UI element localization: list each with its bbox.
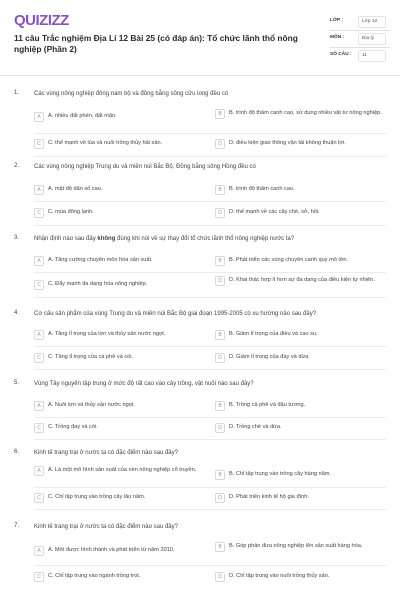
option-d[interactable]	[215, 277, 390, 286]
question-text: Vùng Tây nguyên tập trung ở mức độ rất cao vào cây trồng, vật nuôi nào sau đây?	[34, 381, 254, 387]
option-b[interactable]	[215, 402, 390, 411]
option-letter-box: D	[215, 139, 225, 149]
option-text: A. Mới được hình thành và phát triển từ năm 2010.	[48, 547, 175, 553]
option-text: C. thế mạnh về lúa và nuôi trồng thủy hải sản.	[48, 140, 163, 146]
option-d[interactable]	[215, 573, 390, 582]
option-b[interactable]	[215, 471, 390, 480]
option-letter-box: A	[34, 256, 44, 266]
question-number: 7.	[14, 523, 20, 529]
question-text: Các vùng nông nghiệp đông nam bộ và đồng bằng sông cửu long đều có	[34, 91, 229, 97]
divider	[34, 509, 386, 510]
option-a[interactable]	[34, 547, 209, 556]
option-letter-box: B	[215, 256, 225, 266]
option-letter-box: C	[34, 493, 44, 503]
option-letter-box: B	[215, 109, 225, 119]
option-text: A. nhiều đất phèn, đất mặn.	[48, 113, 117, 119]
option-letter-box: C	[34, 423, 44, 433]
option-text: D. Chỉ tập trung vào nuôi trồng thủy sản.	[229, 573, 330, 579]
option-text: A. Tăng cường chuyên môn hóa sản xuất.	[48, 257, 153, 263]
option-text: D. Trồng chè và dừa.	[229, 424, 282, 430]
option-letter-box: D	[215, 353, 225, 363]
option-letter-box: B	[215, 470, 225, 480]
divider	[34, 133, 386, 134]
option-b[interactable]	[215, 257, 390, 266]
option-d[interactable]	[215, 140, 390, 149]
option-text: A. Là một mô hình sản xuất của nền nông nghiệp cổ truyền.	[48, 467, 197, 473]
option-text: C. Đẩy mạnh đa dạng hóa nông nghiệp.	[48, 281, 148, 287]
question-number: 5.	[14, 380, 20, 386]
option-letter-box: A	[34, 401, 44, 411]
option-letter-box: C	[34, 208, 44, 218]
option-text: C. Trồng đay và cói.	[48, 424, 98, 430]
option-letter-box: A	[34, 185, 44, 195]
divider	[34, 156, 386, 157]
meta-grade	[330, 14, 390, 31]
option-text: A. mật độ dân số cao.	[48, 186, 103, 192]
option-b[interactable]	[215, 331, 390, 340]
option-letter-box: A	[34, 546, 44, 556]
divider	[34, 201, 386, 202]
option-a[interactable]	[34, 113, 209, 122]
option-c[interactable]	[34, 494, 209, 503]
option-d[interactable]	[215, 354, 390, 363]
option-letter-box: A	[34, 330, 44, 340]
option-a[interactable]	[34, 402, 209, 411]
option-a[interactable]	[34, 331, 209, 340]
question-text: Các vùng nông nghiệp Trung du và miền núi Bắc Bộ, Đồng bằng sông Hồng đều có	[34, 164, 256, 170]
option-letter-box: A	[34, 466, 44, 476]
question-number: 1.	[14, 90, 20, 96]
quiz-meta	[330, 14, 390, 64]
option-text: B. trình độ thâm canh cao.	[229, 186, 295, 192]
option-a[interactable]	[34, 257, 209, 266]
meta-grade-value: Lớp 12	[358, 16, 386, 28]
meta-count	[330, 48, 390, 64]
divider	[34, 272, 386, 273]
option-a[interactable]	[34, 467, 209, 476]
question-text: Nhận định nào sau đây không đúng khi nói về sự thay đổi tổ chức lãnh thổ nông nghiệp nước ta?	[34, 236, 295, 242]
option-d[interactable]	[215, 209, 390, 218]
option-letter-box: C	[34, 572, 44, 582]
meta-grade-label: LỚP :	[330, 18, 344, 23]
option-text: B. trình độ thâm canh cao, sử dụng nhiều vật tư nông nghiệp.	[229, 110, 382, 116]
question-text: Cơ cấu sản phẩm của vùng Trung du và miền núi Bắc Bộ giai đoạn 1995-2005 có xu hướng nào sau đây?	[34, 311, 317, 317]
divider	[34, 565, 386, 566]
option-letter-box: D	[215, 276, 225, 286]
question-text: Kinh tế trang trại ở nước ta có đặc điểm nào sau đây?	[34, 450, 178, 456]
option-c[interactable]	[34, 354, 209, 363]
option-text: D. điều kiện giao thông vận tải không thuận lợi.	[229, 140, 346, 146]
question-text: Kinh tế trang trại ở nước ta có đặc điểm nào sau đây?	[34, 524, 178, 530]
quizizz-logo[interactable]: QUIZIZZ	[14, 12, 69, 29]
divider	[34, 297, 386, 298]
option-text: A. Tăng tỉ trọng của lợn và thủy sản nước ngọt.	[48, 331, 166, 337]
option-text: B. Phát triển các vùng chuyên canh quy mô lớn.	[229, 257, 349, 263]
option-letter-box: B	[215, 542, 225, 552]
option-text: D. Phát triển kinh tế hộ gia đình.	[229, 494, 309, 500]
option-text: A. Nuôi lợn và thủy sản nước ngọt.	[48, 402, 135, 408]
option-text: C. Tăng tỉ trọng của cà phê và cói.	[48, 354, 134, 360]
option-letter-box: B	[215, 330, 225, 340]
option-text: C. Chỉ tập trung vào trồng cây lâu năm.	[48, 494, 146, 500]
divider	[34, 439, 386, 440]
meta-count-label: SỐ CÂU :	[330, 52, 352, 57]
page-title: 11 câu Trắc nghiệm Địa Lí 12 Bài 25 (có đáp án): Tổ chức lãnh thổ nông nghiệp (Phần 2)	[14, 33, 298, 54]
option-text: B. Giảm tỉ trọng của điều và cao su.	[229, 331, 318, 337]
option-letter-box: C	[34, 139, 44, 149]
meta-subject	[330, 31, 390, 48]
option-b[interactable]	[215, 110, 390, 119]
option-c[interactable]	[34, 573, 209, 582]
option-letter-box: B	[215, 401, 225, 411]
option-letter-box: C	[34, 280, 44, 290]
option-d[interactable]	[215, 424, 390, 433]
divider	[34, 225, 386, 226]
option-text: D. Giảm tỉ trọng của đay và dừa.	[229, 354, 310, 360]
option-c[interactable]	[34, 140, 209, 149]
option-letter-box: D	[215, 572, 225, 582]
option-text: B. Trồng cà phê và đậu tương.	[229, 402, 306, 408]
divider	[34, 346, 386, 347]
option-a[interactable]	[34, 186, 209, 195]
meta-count-value: 11	[358, 50, 386, 62]
question-number: 2.	[14, 163, 20, 169]
option-b[interactable]	[215, 186, 390, 195]
option-letter-box: B	[215, 185, 225, 195]
meta-subject-value: Địa lý	[358, 33, 386, 45]
option-c[interactable]	[34, 209, 209, 218]
option-text: D. thế mạnh về các cây chè, sở, hồi.	[229, 209, 320, 215]
option-letter-box: A	[34, 112, 44, 122]
option-text: B. Góp phần đưa nông nghiệp lên sản xuất hàng hóa.	[229, 543, 363, 549]
option-letter-box: C	[34, 353, 44, 363]
question-number: 6.	[14, 449, 20, 455]
question-number: 3.	[14, 235, 20, 241]
option-letter-box: D	[215, 208, 225, 218]
option-c[interactable]	[34, 424, 209, 433]
divider	[34, 487, 386, 488]
option-c[interactable]	[34, 281, 209, 290]
question-number: 4.	[14, 310, 20, 316]
option-text: D. Khai thác hợp lí hơn sự đa dạng của điều kiện tự nhiên.	[229, 277, 375, 283]
option-text: C. Chỉ tập trung vào ngành trồng trọt.	[48, 573, 141, 579]
option-text: C. mùa đông lạnh.	[48, 209, 94, 215]
divider	[34, 369, 386, 370]
meta-subject-label: MÔN :	[330, 35, 345, 40]
page-header	[0, 0, 400, 76]
option-letter-box: D	[215, 493, 225, 503]
option-b[interactable]	[215, 543, 390, 552]
option-text: B. Chỉ tập trung vào trồng cây hàng năm.	[229, 471, 331, 477]
option-d[interactable]	[215, 494, 390, 503]
divider	[34, 417, 386, 418]
option-letter-box: D	[215, 423, 225, 433]
